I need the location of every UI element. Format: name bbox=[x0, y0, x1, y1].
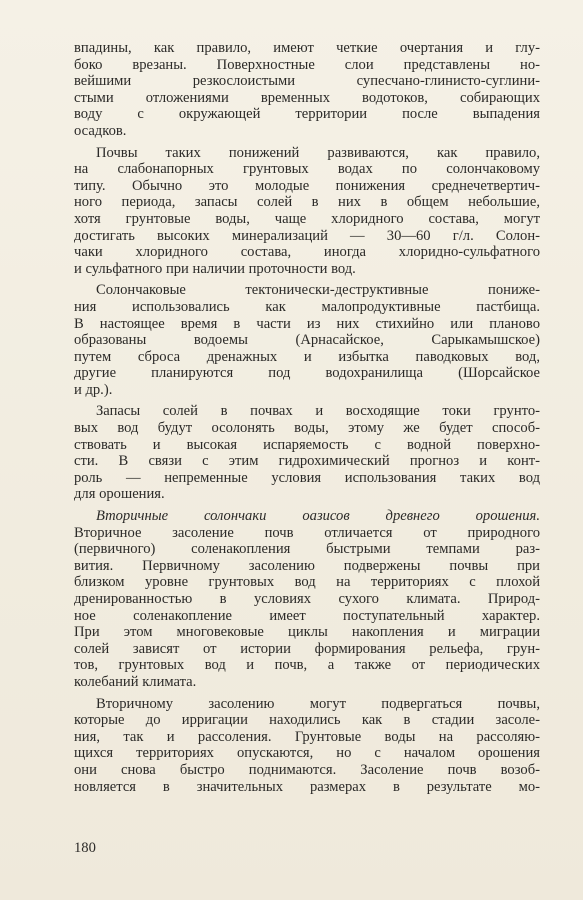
text-line: щихся территориях опускаются, но с началом орошения bbox=[74, 745, 540, 762]
text-line: чаки хлоридного состава, иногда хлоридно-сульфатного bbox=[74, 244, 540, 261]
text-line: ния использовались как малопродуктивные пастбища. bbox=[74, 298, 540, 315]
text-line: образованы водоемы (Арнасайское, Сарыкамышское) bbox=[74, 332, 540, 349]
text-line: дренированностью в условиях сухого климата. Природ- bbox=[74, 591, 540, 607]
text-line: близком уровне грунтовых вод на территориях с плохой bbox=[74, 574, 540, 591]
page-number: 180 bbox=[74, 840, 96, 856]
text-line: воду с окружающей территории после выпадения bbox=[74, 106, 540, 123]
text-line: на слабонапорных грунтовых водах по солончаковому bbox=[74, 161, 540, 178]
text-line: роль — непременные условия использования таких вод bbox=[74, 469, 540, 486]
text-line: солей зависят от истории формирования рельефа, грун- bbox=[74, 640, 540, 657]
text-line: Солончаковые тектонически-деструктивные пониже- bbox=[96, 282, 540, 299]
text-line: и др.). bbox=[74, 381, 113, 398]
text-line: Вторичное засоление почв отличается от природного bbox=[74, 524, 540, 541]
text-line: достигать высоких минерализаций — 30—60 г/л. Солон- bbox=[74, 227, 540, 244]
text-line: Запасы солей в почвах и восходящие токи грунто- bbox=[96, 403, 540, 420]
text-line: ния, так и рассоления. Грунтовые воды на рассоляю- bbox=[74, 728, 540, 745]
body-text bbox=[74, 40, 540, 800]
paragraph-p2 bbox=[74, 145, 540, 278]
paragraph-p5 bbox=[74, 508, 540, 691]
text-line: вейшими резкослоистыми супесчано-глинисто-суглини- bbox=[74, 73, 540, 90]
text-line: ное соленакопление имеет поступательный характер. bbox=[74, 607, 540, 624]
text-line: боко врезаны. Поверхностные слои представлены но- bbox=[74, 56, 540, 73]
text-line: которые до ирригации находились как в стадии засоле- bbox=[74, 712, 540, 729]
text-line: другие планируются под водохранилища (Шорсайское bbox=[74, 365, 540, 382]
text-line: впадины, как правило, имеют четкие очертания и глу- bbox=[74, 40, 540, 56]
paragraph-p1 bbox=[74, 40, 540, 140]
text-line: (первичного) соленакопления быстрыми темпами раз- bbox=[74, 541, 540, 558]
paragraph-p6 bbox=[74, 696, 540, 796]
text-line: и сульфатного при наличии проточности вод. bbox=[74, 260, 356, 277]
text-line: сти. В связи с этим гидрохимический прогноз и конт- bbox=[74, 453, 540, 470]
text-line: типу. Обычно это молодые понижения среднечетвертич- bbox=[74, 177, 540, 194]
text-line: вития. Первичному засолению подвержены почвы при bbox=[74, 557, 540, 574]
text-line: хотя грунтовые воды, чаще хлоридного состава, могут bbox=[74, 210, 540, 227]
text-line: для орошения. bbox=[74, 486, 165, 503]
text-line: ного периода, запасы солей в них в общем небольшие, bbox=[74, 194, 540, 211]
text-line: стыми отложениями временных водотоков, собирающих bbox=[74, 89, 540, 106]
text-line: При этом многовековые циклы накопления и миграции bbox=[74, 624, 540, 641]
text-line: ствовать и высокая испаряемость с водной поверхно- bbox=[74, 436, 540, 453]
text-line: колебаний климата. bbox=[74, 673, 197, 690]
text-line: Вторичному засолению могут подвергаться почвы, bbox=[96, 695, 540, 712]
text-line: путем сброса дренажных и избытка паводковых вод, bbox=[74, 348, 540, 365]
text-line: В настоящее время в части из них стихийно или планово bbox=[74, 315, 540, 332]
text-line: новляется в значительных размерах в результате мо- bbox=[74, 778, 540, 795]
paragraph-p3 bbox=[74, 282, 540, 398]
text-line: Почвы таких понижений развиваются, как правило, bbox=[96, 144, 540, 161]
text-line: осадков. bbox=[74, 122, 127, 139]
text-line: вых вод будут осолонять воды, этому же будет способ- bbox=[74, 420, 540, 437]
text-line: тов, грунтовых вод и почв, а также от периодических bbox=[74, 657, 540, 674]
text-line: они снова быстро поднимаются. Засоление почв возоб- bbox=[74, 761, 540, 778]
paragraph-p4 bbox=[74, 403, 540, 503]
section-heading: Вторичные солончаки оазисов древнего орошения. bbox=[96, 508, 540, 525]
